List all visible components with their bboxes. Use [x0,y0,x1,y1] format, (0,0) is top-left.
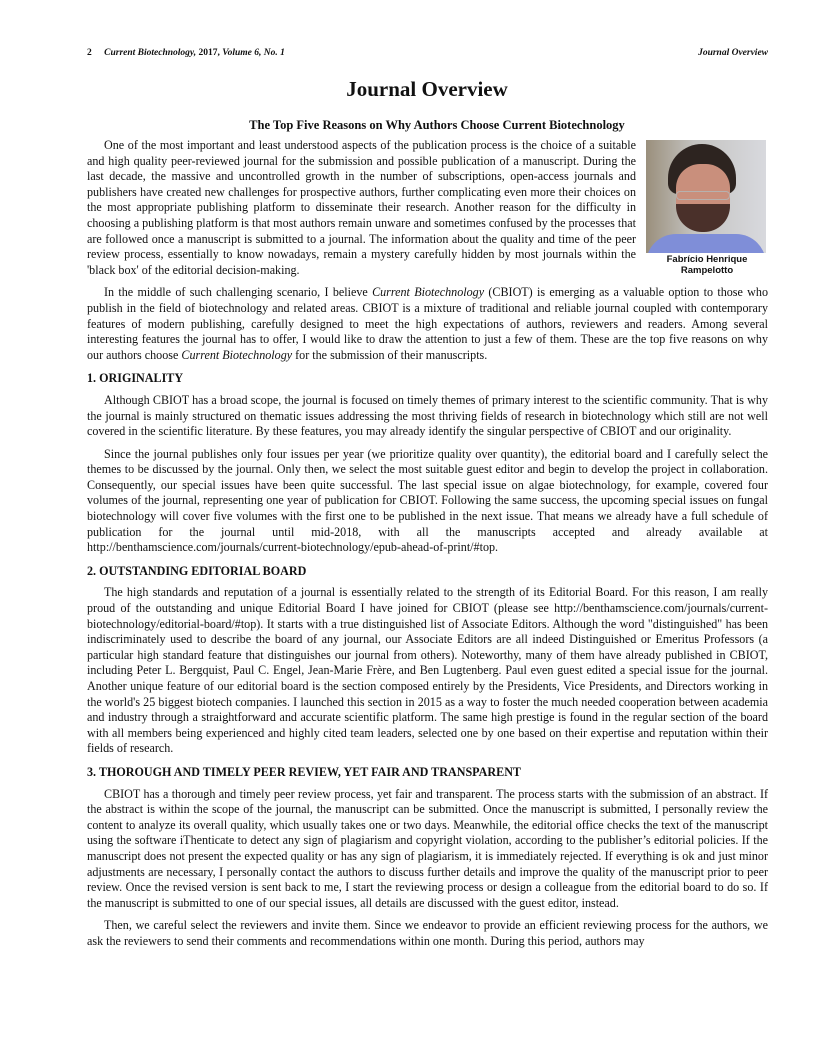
text-run: In the middle of such challenging scenario, I believe [104,285,373,300]
page-subtitle: The Top Five Reasons on Why Authors Choose Current Biotechnology [249,118,625,132]
section-paragraph: CBIOT has a thorough and timely peer review process, yet fair and transparent. The process starts with the submission of an abstract. If the abstract is within the scope of the journal, the manuscript can be submitted. Once the manuscript is submitted, I personally review the content to analyze its overall quality, which usually takes one or two days. Meanwhile, the editorial office checks the text of the manuscript using the software iThenticate to detect any sign of plagiarism and copyright violation, according to the publisher’s editorial policies. If the manuscript does not present the expected quality or has any sign of plagiarism, it is immediately rejected. If everything is ok and just minor adjustments are necessary, I personally contact the authors to discuss further details and improve the quality of the manuscript prior to peer review. Once the revised version is sent back to me, I start the reviewing process or design a colleague from the editorial board to do so. If the manuscript is submitted to one of our special issues, all details are discussed with the guest editor, instead. [87,786,768,910]
journal-volume: Volume 6, No. 1 [222,48,285,58]
running-head-citation [87,48,285,58]
page-title: Journal Overview [346,77,508,101]
running-head-section: Journal Overview [698,48,768,58]
caption-line-1: Fabrício Henrique [666,254,748,265]
section-paragraph: The high standards and reputation of a journal is essentially related to the strength of its Editorial Board. For this reason, I am really proud of the outstanding and unique Editorial Board I have joined for CBIOT (please see http://benthamscience.com/journals/current-biotechnology/editorial-board/#top). It starts with a true distinguished list of Associate Editors. Although the word "distinguished" has been indiscriminately used to describe the board of any journal, our Associate Editors are all indeed Distinguished or Emeritus Professors (a particular high standard feature that distinguishes our journal from others). Noteworthy, many of them have already published in CBIOT, including Peter L. Bergquist, Paul C. Engel, Jean-Marie Frère, and Ben Lugtenberg. Paul even guest edited a special issue for the journal. Another unique feature of our editorial board is the section composed entirely by the Presidents, Vice Presidents, and Directors working in the world's 25 biggest biotech companies. I launched this section in 2015 as a way to foster the much needed cooperation between academia and industry through a straightforward and accurate scientific platform. The same high prestige is found in the regular section of the board with all members being experienced and highly cited team leaders, selected one by one based on their expertise and reputation within their fields of research. [87,585,768,756]
intro-paragraph-1: One of the most important and least understood aspects of the publication process is the choice of a suitable and high quality peer-reviewed journal for the submission and possible publication of a manuscript. During the last decade, the massive and uncontrolled growth in the number of subscriptions, open-access journals and publishers have created new challenges for prospective authors, further complicating even more their choices on the most appropriate publishing platform to disseminate their research. Another reason for the difficulty in choosing a publishing platform is that most authors remain unware and sometimes confused by the processes that are followed once a manuscript is submitted to a journal. The information about the quality and time of the peer review process, essentially to know nowadays, remain a mystery carefully hidden by most journals within the 'black box' of the editorial decision-making. [87,138,636,277]
author-photo-figure [646,140,768,276]
section-paragraph: Then, we careful select the reviewers and invite them. Since we endeavor to provide an efficient reviewing process for the authors, we ask the reviewers to send their comments and recommendations within one month. During this period, authors may [87,918,768,948]
journal-name: Current Biotechnology, [104,48,197,58]
section-heading-peer-review: 3. THOROUGH AND TIMELY PEER REVIEW, YET FAIR AND TRANSPARENT [87,764,522,779]
section-heading-editorial-board: 2. OUTSTANDING EDITORIAL BOARD [87,563,307,578]
section-heading-originality: 1. ORIGINALITY [87,371,184,386]
journal-year: 2017, [196,48,223,58]
article-body [87,138,768,957]
text-run: for the submission of their manuscripts. [292,347,488,362]
text-run: (CBIOT) is emerging as a valuable option to those who publish in the field of biotechnology and related areas. CBIOT is a mixture of traditional and reliable journal coupled with contemporary features of modern publishing, carefully designed to meet the high expectations of authors, reviewers and readers. Among several interesting features the journal has to offer, I would like to draw the attention to just a few of them. These are the top five reasons on why our authors choose [87,285,769,362]
caption-line-2: Rampelotto [680,265,734,276]
author-photo-caption [646,254,768,276]
intro-paragraph-2 [87,285,768,363]
section-paragraph: Although CBIOT has a broad scope, the journal is focused on timely themes of primary interest to the scientific community. That is why the journal is mainly structured on thematic issues addressing the most thriving fields of research in biotechnology which still are not well covered in the scientific literature. By these features, you may already identify the singular perspective of CBIOT and our originality. [87,392,768,439]
section-paragraph: Since the journal publishes only four issues per year (we prioritize quality over quantity), the editorial board and I carefully select the themes to be discussed by the journal. Only then, we select the most suitable guest editor and begin to develop the project in collaboration. Consequently, our special issues have been quite successful. The last special issue on algae biotechnology, for example, covered four volumes of the journal, representing one year of publication for CBIOT. Following the same success, the upcoming special issues on fungal biotechnology will cover five volumes with the first one to be published in the next issue. That means we already have a full schedule of publication for the journal until mid-2018, with all the manuscripts accepted and already available at http://benthamscience.com/journals/current-biotechnology/epub-ahead-of-print/#top. [87,446,768,555]
author-photo [646,140,766,253]
journal-name-italic: Current Biotechnology [372,285,485,300]
page-number: 2 [87,48,92,58]
running-head [87,48,768,58]
journal-name-italic: Current Biotechnology [181,347,293,362]
